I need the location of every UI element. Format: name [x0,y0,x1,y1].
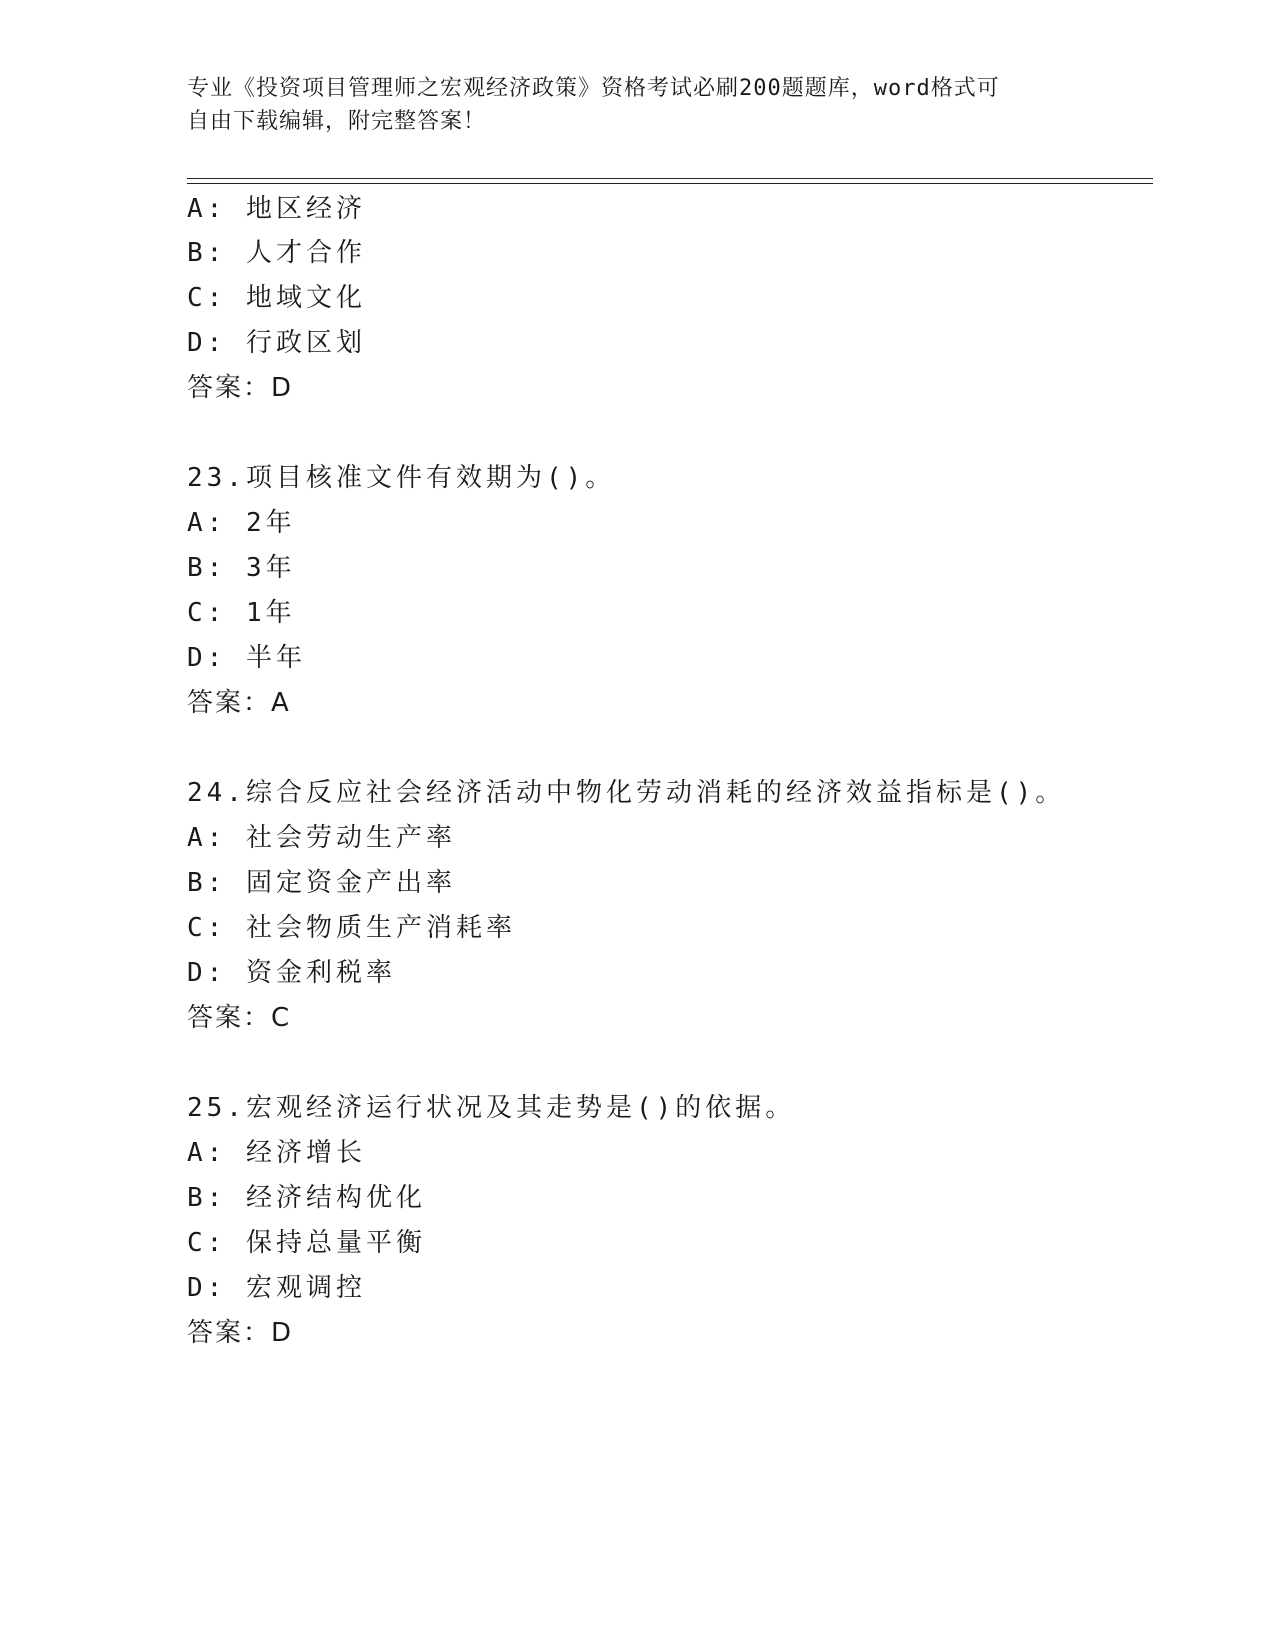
q25-option-d: D: 宏观调控 [187,1273,366,1303]
q23-question: 23.项目核准文件有效期为()。 [187,463,616,493]
q25-option-a: A: 经济增长 [187,1138,366,1168]
q24-option-b: B: 固定资金产出率 [187,868,456,898]
q23-answer: 答案：A [187,688,291,718]
header-line-2: 自由下载编辑，附完整答案！ [187,109,487,134]
q22-option-b: B: 人才合作 [187,238,366,268]
q23-option-d: D: 半年 [187,643,306,673]
q23-option-c: C: 1年 [187,598,296,628]
q25-question: 25.宏观经济运行状况及其走势是()的依据。 [187,1093,796,1123]
header-divider-bottom [187,183,1153,184]
q24-option-a: A: 社会劳动生产率 [187,823,456,853]
q24-question: 24.综合反应社会经济活动中物化劳动消耗的经济效益指标是()。 [187,778,1066,808]
q22-answer: 答案：D [187,373,294,403]
header-divider-top [187,178,1153,179]
header-line-1: 专业《投资项目管理师之宏观经济政策》资格考试必刷200题题库，word格式可 [187,76,1000,101]
q24-answer: 答案：C [187,1003,292,1033]
q25-answer: 答案：D [187,1318,294,1348]
q24-option-c: C: 社会物质生产消耗率 [187,913,516,943]
q25-option-c: C: 保持总量平衡 [187,1228,426,1258]
q24-option-d: D: 资金利税率 [187,958,396,988]
q22-option-c: C: 地域文化 [187,283,366,313]
document-header [187,72,1087,138]
q23-option-a: A: 2年 [187,508,296,538]
q25-option-b: B: 经济结构优化 [187,1183,426,1213]
q22-option-d: D: 行政区划 [187,328,366,358]
q23-option-b: B: 3年 [187,553,296,583]
q22-option-a: A: 地区经济 [187,194,366,224]
